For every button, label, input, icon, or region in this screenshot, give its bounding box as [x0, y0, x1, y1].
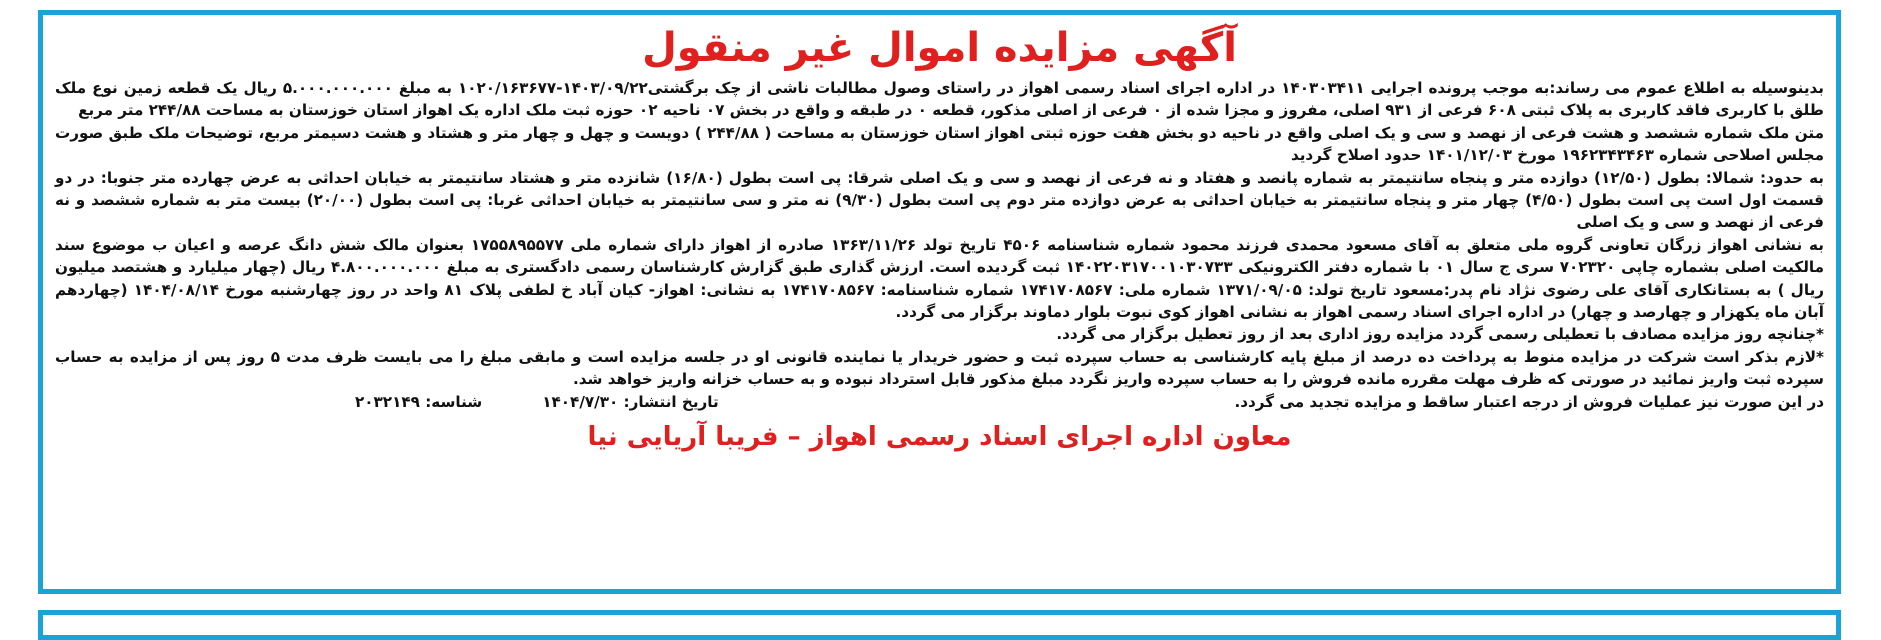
publish-date-label: تاریخ انتشار:: [623, 392, 719, 411]
notice-title: آگهی مزایده اموال غیر منقول: [642, 25, 1237, 71]
publish-meta: [95, 391, 719, 413]
notice-frame: [38, 10, 1841, 594]
paragraph-property-text: متن ملک شماره ششصد و هشت فرعی از نهصد و سی و یک اصلی واقع در ناحیه دو بخش هفت حوزه ثبتی اهواز استان خوزستان به مساحت ( ۲۴۴/۸۸ ) دویست و چهل و چهار متر و هشتاد و هشت دسیمتر مربع، توضیحات ملک طبق صورت مجلس اصلاحی شماره ۱۹۶۲۳۴۳۴۶۳ مورخ ۱۴۰۱/۱۲/۰۳ حدود اصلاح گردید: [55, 123, 1824, 165]
signature: معاون اداره اجرای اسناد رسمی اهواز – فریبا آریایی نیا: [587, 422, 1292, 453]
notice-id-label: شناسه:: [425, 392, 483, 411]
publish-date: [542, 391, 718, 413]
next-notice-frame: [38, 610, 1841, 640]
notice-id: [355, 391, 482, 413]
closing-meta-line: [55, 391, 1824, 413]
paragraph-intro: بدینوسیله به اطلاع عموم می رساند:به موجب پرونده اجرایی ۱۴۰۳۰۳۴۱۱ در اداره اجرای اسناد رسمی اهواز در راستای وصول مطالبات ناشی از چک برگشتی۱۴۰۳/۰۹/۲۲-۱۰۲۰/۱۶۳۶۷۷ به مبلغ ۵.۰۰۰.۰۰۰.۰۰۰ ریال یک قطعه زمین نوع ملک طلق با کاربری فاقد کاربری به پلاک ثبتی ۶۰۸ فرعی از ۹۳۱ اصلی، مفروز و مجزا شده از ۰ فرعی از اصلی مذکور، قطعه ۰ در طبقه و واقع در بخش ۰۷ ناحیه ۰۲ حوزه ثبت ملک اداره یک اهواز استان خوزستان به مساحت ۲۴۴/۸۸ متر مربع: [55, 79, 1825, 120]
notice-id-value: ۲۰۳۲۱۴۹: [355, 392, 420, 411]
paragraph-owner-and-auction: به نشانی اهواز زرگان تعاونی گروه ملی متعلق به آقای مسعود محمدی فرزند محمود شماره شناسنامه ۴۵۰۶ تاریخ تولد ۱۳۶۳/۱۱/۲۶ صادره از اهواز دارای شماره ملی ۱۷۵۵۸۹۵۵۷۷ بعنوان مالک شش دانگ عرصه و اعیان ب موضوع سند مالکیت اصلی بشماره چاپی ۷۰۲۳۲۰ سری ج سال ۰۱ با شماره دفتر الکترونیکی ۱۴۰۲۲۰۳۱۷۰۰۱۰۳۰۷۳۳ ثبت گردیده است. ارزش گذاری طبق گزارش کارشناسان رسمی دادگستری به مبلغ ۴.۸۰۰.۰۰۰.۰۰۰ ریال (چهار میلیارد و هشتصد میلیون ریال ) به بستانکاری آقای علی رضوی نژاد نام پدر:مسعود تاریخ تولد: ۱۳۷۱/۰۹/۰۵ شماره ملی: ۱۷۴۱۷۰۸۵۶۷ شماره شناسنامه: ۱۷۴۱۷۰۸۵۶۷ به نشانی: اهواز- کیان آباد خ لطفی پلاک ۸۱ واحد در روز چهارشنبه مورخ ۱۴۰۴/۰۸/۱۴ (چهاردهم آبان ماه یکهزار و چهارصد و چهار) در اداره اجرای اسناد رسمی اهواز به نشانی اهواز کوی نبوت بلوار دماوند برگزار می گردد.: [55, 235, 1825, 322]
paragraph-payment-terms: *لازم بذکر است شرکت در مزایده منوط به پرداخت ده درصد از مبلغ پایه کارشناسی به حساب سپرده ثبت و حضور خریدار یا نماینده قانونی او در جلسه مزایده است و مابقی مبلغ را می بایست ظرف مدت ۵ روز پس از مزایده به حساب سپرده ثبت واریز نمائید در صورتی که ظرف مهلت مقرره مانده فروش را به حساب سپرده واریز نگردد مبلغ مذکور قابل استرداد نبوده و به حساب خزانه واریز خواهد شد.: [55, 347, 1824, 389]
paragraph-holiday-note: *چنانچه روز مزایده مصادف با تعطیلی رسمی گردد مزایده روز اداری بعد از روز تعطیل برگزار می گردد.: [1056, 325, 1824, 344]
closing-line: در این صورت نیز عملیات فروش از درجه اعتبار ساقط و مزایده تجدید می گردد.: [1234, 392, 1824, 411]
publish-date-value: ۱۴۰۴/۷/۳۰: [542, 392, 619, 411]
notice-body: [55, 77, 1824, 413]
paragraph-boundaries: به حدود: شمالا: بطول (۱۲/۵۰) دوازده متر و پنجاه سانتیمتر به شماره پانصد و هفتاد و نه فرعی از نهصد و سی و یک اصلی شرقا: پی است بطول (۱۶/۸۰) شانزده متر و هشتاد سانتیمتر به خیابان احداثی به عرض چهارده متر جنوبا: در دو قسمت اول است پی است بطول (۴/۵۰) چهار متر و پنجاه سانتیمتر به خیابان احداثی به عرض دوازده متر دوم پی است بطول (۹/۳۰) نه متر و سی سانتیمتر به خیابان احداثی غربا: پی است بطول (۲۰/۰۰) بیست متر به شماره ششصد و نه فرعی از نهصد و سی و یک اصلی: [55, 168, 1824, 232]
